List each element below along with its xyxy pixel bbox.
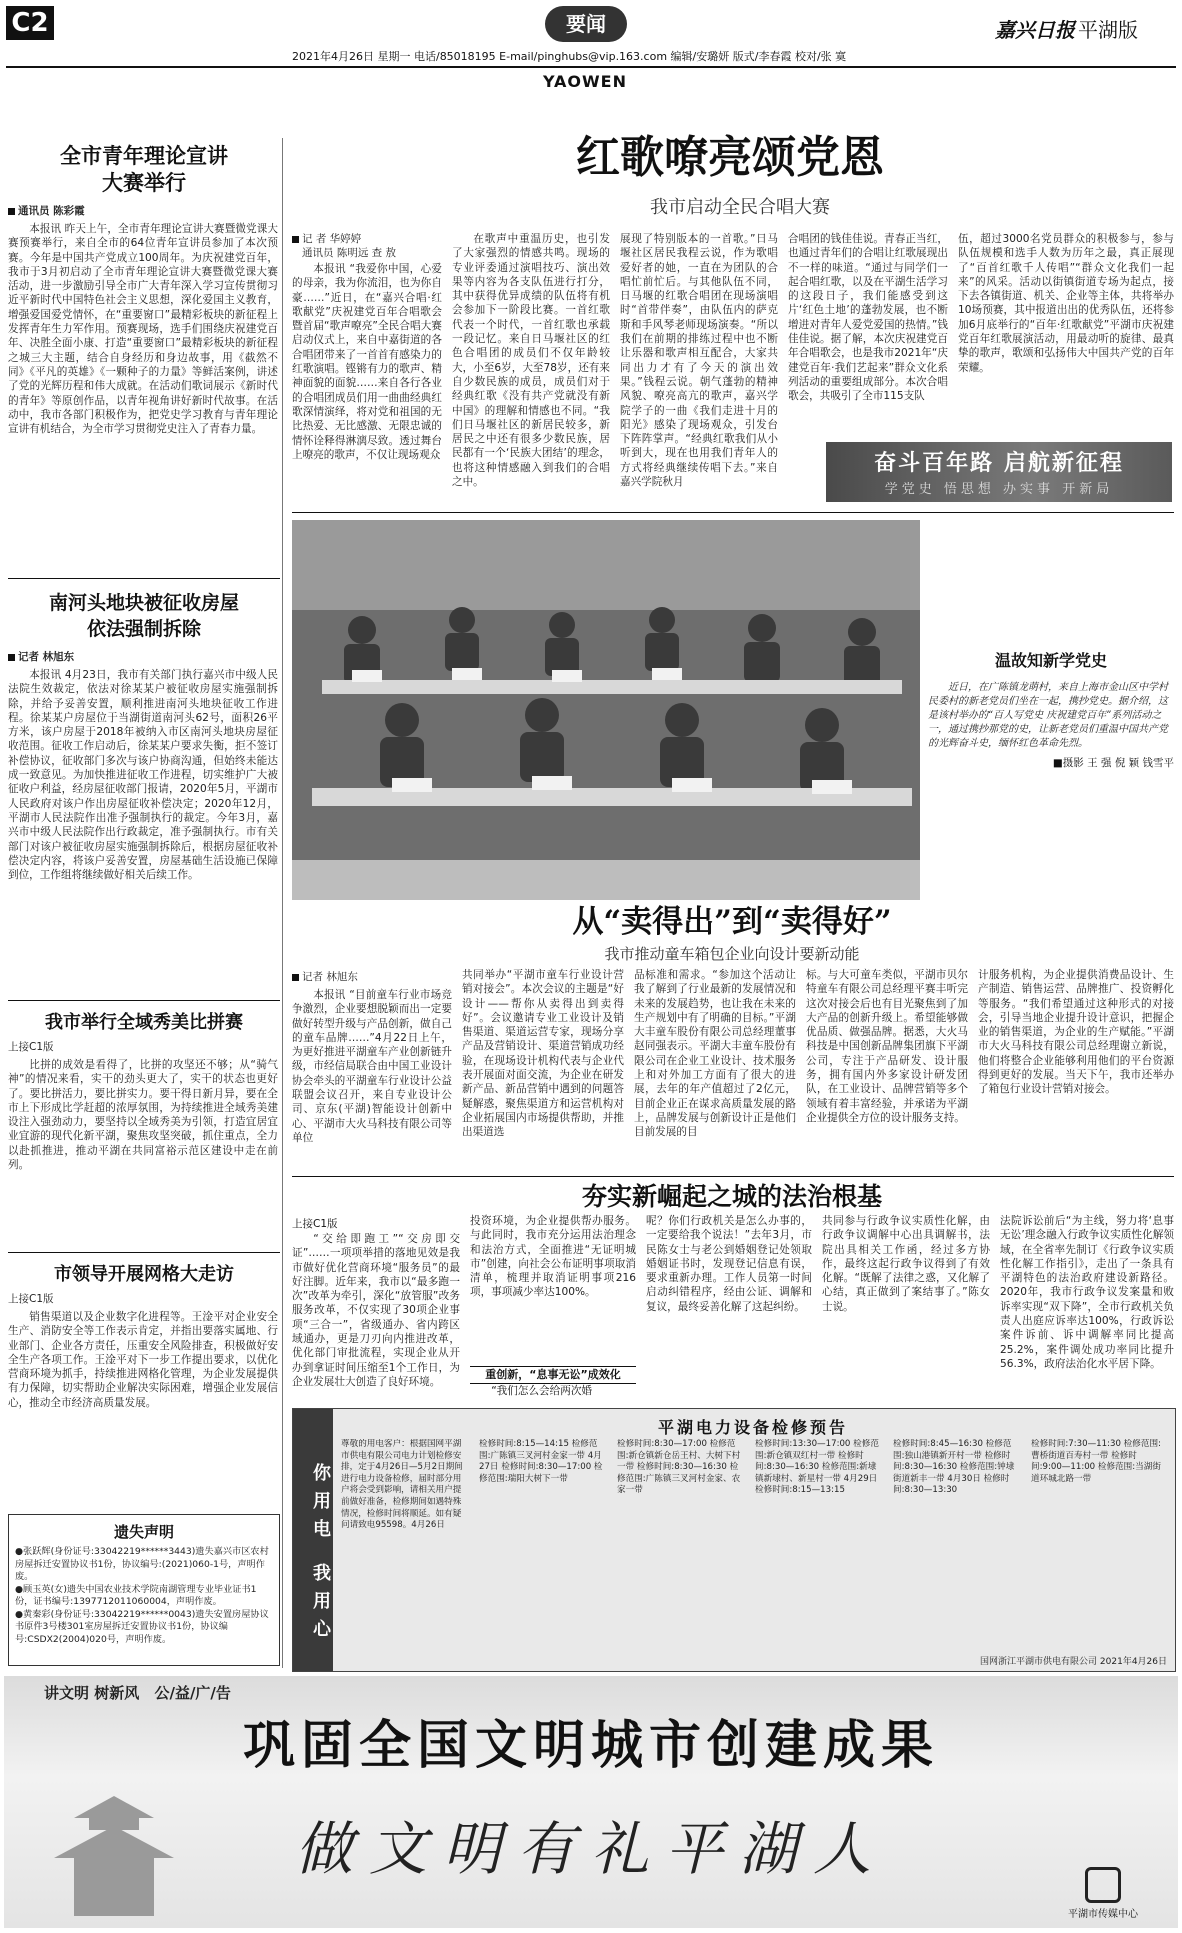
main-story-col-3: 展现了特别版本的一首歌。”日马堰社区居民我程云说，作为歌唱爱好者的她，一直在为团队的合唱忙前忙后。与其他队伍不同，日马堰的红歌合唱团在现场演唱时“首带伴奏”，由队伍内的萨克斯和手风琴老师现场演奏。“所以我们在前期的排练过程中也不断让乐器和歌声相互配合，大家共同出力才有了今天的演出效果。”钱程云说。朝气蓬勃的精神风貌、嘹亮高亢的歌声，嘉兴学院学子的一曲《我们走进十月的阳光》感染了现场观众，引发台下阵阵掌声。“经典红歌我们从小听到大，现在也用我们青年人的方式将经典继续传唱下去。”来自嘉兴学院秋月: [620, 233, 778, 489]
power-notice-side-text: 你用电 我用心: [310, 1462, 331, 1648]
power-notice-col: 检修时间:8:45—16:30 检修范围:独山港镇新开村一带 检修时间:8:30—16:30 检修范围:钟埭街道新丰一带 4月30日 检修时间:8:30—13:30: [893, 1439, 1015, 1496]
ad-tag-bar: [44, 1682, 231, 1703]
left-rule-3: [8, 1252, 280, 1253]
story3-col-1: “交给即跑工”“交房即交证”……一项项举措的落地见效是我市做好优化营商环境“服务员”的最好注脚。近年来，我市以“最多跑一次”改革为牵引，深化“放管服”改务服务改革，不仅实现了30项企业事项“三合一”，省级通办、省内跨区域通办，更是刀刃向内推进改革，优化部门审批流程，实现企业从开办到拿证时间压缩至1个工作日，为企业发展壮大创造了良好环境。: [292, 1233, 460, 1388]
paper-logo-text: 嘉兴日报: [995, 18, 1075, 42]
main-story-byline-line1: 记 者 华婷婷: [302, 233, 362, 245]
photo-credit: ■摄影 王 强 倪 颖 钱雪平: [1052, 757, 1174, 769]
ad-logo-text: 平湖市传媒中心: [1068, 1909, 1138, 1920]
section-chip-text: 要闻: [566, 12, 606, 36]
story2-col-3: 品标准和需求。“参加这个活动让我了解到了行业最新的发展情况和未来的发展趋势，也让我在未来的生产规划中有了明确的目标。”平湖大丰童车股份有限公司总经理董事赵同强表示。平湖大丰童车股份有限公司在企业工业设计、技术服务上和对外加工方面有了很大的进展，去年的年产值超过了2亿元，目前企业正在谋求高质量发展的路上，品牌发展与创新设计正是他们目前发展的目: [634, 969, 796, 1139]
banner-title: 奋斗百年路 启航新征程: [874, 450, 1124, 476]
article-grid-body: 销售渠道以及企业数字化进程等。王淦平对企业安全生产、消防安全等工作表示肯定，并指出要落实属地、行业部门、企业各方责任，压重安全风险排查，积极做好安全生产各项工作。王淦平对下一步工作提出要求，以优化营商环境为抓手，持续推进网格化管理，为企业发展提供有力保障，切实帮助企业解决实际困难，增强企业发展信心，推动全市经济高质量发展。: [8, 1311, 278, 1409]
story2-subtitle: 我市推动童车箱包企业向设计要新动能: [604, 945, 860, 963]
lost-notice-item: ●张跃辉(身份证号:33042219******3443)遗失嘉兴市区农村房屋拆迁安置协议书1份，协议编号:(2021)060-1号，声明作废。: [15, 1546, 269, 1582]
lost-notice-list: [15, 1546, 273, 1646]
main-story-col-2: 在歌声中重温历史，也引发了大家强烈的情感共鸣。现场的专业评委通过演唱技巧、演出效果等内容为各支队伍进行打分，其中获得优异成绩的队伍将有机会参加下一阶段比赛。一首红歌代表一个时代，一首红歌也承载一段记忆。来自日马堰社区的红色合唱团的成员们不仅年龄较大，小至6岁，大至78岁，还有来自少数民族的成员，成员们对于经典红歌《没有共产党就没有新中国》的理解和情感也不同。“我们日马堰社区的新居民较多，新居民之中还有很多少数民族，居民都有一个‘民族大团结’的理念，也将这种情感融入到我们的合唱之中。: [452, 233, 610, 489]
power-notice-side-label: [293, 1409, 333, 1671]
power-notice-col: 尊敬的用电客户：根据国网平湖市供电有限公司电力计划检修安排，定于4月26日—5月2日期间进行电力设备检修，届时部分用户将会受到影响，请相关用户提前做好准备，检修期间如遇特殊情况，检修时间将顺延。如有疑问请致电95598。4月26日: [341, 1439, 463, 1531]
lost-notice-title: 遗失声明: [113, 1523, 174, 1541]
story3-callout-text: “我们怎么会给两次婚: [491, 1385, 593, 1397]
ad-logo: [1048, 1867, 1158, 1920]
story3-col-4: 共同参与行政争议实质性化解，由行政争议调解中心出具调解书，法院出具相关工作函，经过多方协作，最终这起行政争议得到了有效化解。“既解了法律之惑，又化解了心结，真正做到了案结事了。”陈女士说。: [822, 1215, 990, 1313]
main-story-col-5: 伍，超过3000名党员群众的积极参与，参与队伍规模和选手人数为历年之最，真正展现了“百首红歌千人传唱”“群众文化我们一起来”的风采。活动以街镇街道专场为起点，接下去各镇街道、机关、企业等主体，共将举办10场预赛，其中报道出出的优秀队伍，还将参加6月底举行的“百年·红歌献党”平湖市庆祝建党百年红歌展演活动，用最动听的旋律、最真挚的歌声，歌颂和弘扬伟大中国共产党的百年荣耀。: [958, 233, 1174, 374]
power-notice-col: 检修时间:7:30—11:30 检修范围:曹桥街道百寿村一带 检修时间:9:00—11:00 检修范围:当湖街道环城北路一带: [1031, 1439, 1161, 1484]
party-history-photo: [292, 520, 920, 900]
main-story-rule: [292, 512, 1174, 513]
story3-col-2: 投资环境，为企业提供帮办服务。与此同时，我市充分运用法治理念和法治方式，全面推进“无证明城市”创建，向社会公布证明事项取消清单，梳理并取消证明事项216项，事项减少率达100%。: [470, 1215, 636, 1299]
ad-slogan: 做文明有礼平湖人: [294, 1815, 887, 1883]
power-notice-title: 平湖电力设备检修预告: [657, 1418, 848, 1437]
story3-byline: 上接C1版: [292, 1218, 338, 1230]
media-center-logo-icon: [1085, 1867, 1121, 1903]
left-rule-2: [8, 1000, 280, 1001]
dateline: 2021年4月26日 星期一 电话/85018195 E-mail/pinghubs@vip.163.com 编辑/安璐妍 版式/李春霞 校对/张 寞: [292, 50, 847, 63]
lost-notice-box: [8, 1514, 280, 1666]
left-rule-1: [8, 578, 280, 579]
section-en: YAOWEN: [542, 72, 627, 91]
main-story-col-1: 本报讯 “我爱你中国，心爱的母亲，我为你流泪，也为你自豪……”近日，在“嘉兴合唱·红歌献党”庆祝建党百年合唱歌会暨首届“歌声嘹亮”全民合唱大赛启动仪式上，来自中嘉街道的各合唱团带来了一首首有感染力的红歌演唱。铿锵有力的歌声、精神面貌的面貌……来自各行各业的合唱团成员们用一曲曲经典红歌深情演绎，将对党和祖国的无比热爱、无比感激、无限忠诚的情怀诠释得淋漓尽致。透过舞台上嘹亮的歌声，不仅让现场观众: [292, 263, 442, 461]
story3-callout-heading: 重创新，“息事无讼”成效化: [470, 1366, 636, 1384]
article-contest-body: 比拼的成效是看得了，比拼的攻坚还不够；从“骑气神”的情况来看，实干的劲头更大了，实干的状态也更好了。要比拼活力，要比拼实力。要干得日新月异，要在全市上下形成比学赶超的浓厚氛围，为持续推进全域秀美建设注入强劲动力，要坚持以全域秀美为引领，打造宜居宜业宜游的现代化新平湖，聚焦攻坚突破，抓住重点，全力以赴抓推进，推动平湖在共同富裕示范区建设中走在前列。: [8, 1059, 278, 1172]
main-story-title: 红歌嘹亮颂党恩: [576, 132, 884, 183]
article-contest-title: 我市举行全域秀美比拼赛: [45, 1012, 243, 1033]
photo-caption-text: 近日，在广陈镇龙萌村，来自上海市金山区中学村民委村的新老党员们坐在一起，携抄党史。据介绍，这是该村举办的“百人写党史 庆祝建党百年”系列活动之一，通过携抄那党的史，让新老党员们重温中国共产党的光辉奋斗史，缅怀红色革命先烈。: [928, 682, 1168, 749]
story2-byline-text: 记者 林旭东: [302, 971, 358, 983]
ad-tags-text: 讲文明 树新风: [44, 1684, 140, 1702]
article-grid-title: 市领导开展网格大走访: [54, 1264, 234, 1285]
article-youth-title: [8, 142, 280, 196]
story2-title: 从“卖得出”到“卖得好”: [572, 904, 892, 940]
left-column-divider: [282, 138, 283, 1668]
story2-col-1: 本报讯 “目前童车行业市场竞争激烈，企业要想脱颖而出一定要做好转型升级与产品创新，做自己的童车品牌……”4月22日上午，为更好推进平湖童车产业创新链升级，市经信局联合由中国工业设计协会牵头的平湖童车行业设计公益联盟会议召开，来自专业设计公司、京东(平湖)智能设计创新中心、平湖市大火马科技有限公司等单位: [292, 989, 452, 1144]
article-demolition-title: [8, 590, 280, 642]
page-code-text: C2: [11, 8, 49, 38]
edition-text: 平湖版: [1078, 18, 1138, 42]
story3-callout: [470, 1366, 636, 1398]
ad-headline: 巩固全国文明城市创建成果: [242, 1715, 939, 1776]
section-chip: [545, 6, 627, 42]
edition-label: [1078, 14, 1138, 43]
power-notice-footer: 国网浙江平湖市供电有限公司 2021年4月26日: [980, 1657, 1167, 1667]
article-demolition-title-line1: 南河头地块被征收房屋: [48, 592, 239, 614]
lost-notice-item: ●顾玉英(女)遗失中国农业技术学院南湖管理专业毕业证书1份，证书编号:1397712011060004，声明作废。: [15, 1583, 257, 1607]
article-youth-title-line1: 全市青年理论宣讲: [60, 143, 228, 168]
story3-col-5: 法院诉讼前后“为主线，努力将‘息事无讼’理念融入行政争议实质性化解领域，在全省率先制订《行政争议实质性化解工作指引》，走出了一条具有平湖特色的法治政府建设新路径。2020年，我市行政争议发案量和败诉率实现“双下降”，全市行政机关负责人出庭应诉率达100%，行政诉讼案件诉前、诉中调解率同比提高25.2%，案件调处成功率同比提升56.3%，政府法治化水平居下降。: [1000, 1215, 1174, 1370]
story2-byline: [292, 970, 442, 984]
article-youth-byline-text: 通讯员 陈彩霞: [18, 205, 85, 217]
article-contest-byline: 上接C1版: [8, 1041, 54, 1053]
article-youth-title-line2: 大赛举行: [102, 170, 186, 195]
story2-rule: [292, 1176, 1174, 1177]
story3-title: 夯实新崛起之城的法治根基: [581, 1182, 882, 1211]
story2-col-5: 计服务机构，为企业提供消费品设计、生产制造、销售运营、品牌推广、投资孵化等服务。“我们希望通过这种形式的对接会，引导当地企业提升设计意识，把握企业的销售渠道，为企业的生产赋能。”平湖市大火马科技有限公司总经理谢立新说，他们将整合企业能够利用他们的平台资源得到更好的发展。当天下午，我市还举办了箱包行业设计营销对接会。: [978, 969, 1174, 1096]
power-notice-grid: [341, 1439, 1169, 1651]
classroom-photo-illustration: [292, 520, 920, 900]
story2-col-4: 标。与大可童车类似，平湖市贝尔特童车有限公司总经理平赛丰听完这次对接会后也有目光聚焦到了加大产品的创新升级上。希望能够做优品质、做强品牌。据悉，大火马科技是中国创新品牌集团旗下平湖公司，专注于产品研发、设计服务，拥有国内外多家设计研发团队，在工业设计、品牌营销等多个领域有着丰富经验，并承诺为平湖企业提供全方位的设计服务支持。: [806, 969, 968, 1124]
banner-subtitle: 学党史 悟思想 办实事 开新局: [884, 482, 1114, 497]
power-notice-col: 检修时间:8:30—17:00 检修范围:新仓镇新仓岳王村、大树下村一带 检修时间:8:30—16:30 检修范围:广陈镇三叉河村金家、农家一带: [617, 1439, 741, 1496]
power-notice: [292, 1408, 1176, 1672]
header-rule: [6, 66, 1176, 68]
main-story-col-4: 合唱团的钱佳佳说。青春正当红，也通过青年们的合唱让红歌展现出不一样的味道。“通过与同学们一起合唱红歌，以及在平湖生活学习的这段日子，我们能感受到这片‘红色土地’的蓬勃发展，也不断增进对青年人爱党爱国的热情。”钱佳佳说。据了解，本次庆祝建党百年合唱歌会，也是我市2021年“庆建党百年·我们艺起来”群众文化系列活动的重要组成部分。本次合唱歌会，共吸引了全市115支队: [788, 233, 948, 403]
photo-caption-title: 温故知新学党史: [994, 651, 1107, 670]
ad-tags2-text: 公/益/广/告: [154, 1684, 231, 1702]
public-service-ad: [4, 1676, 1178, 1928]
lost-notice-item: ●黄秦彩(身份证号:33042219******0043)遗失安置房屋协议书原件3号楼301室房屋拆迁安置协议书1份，协议编号:CSDX2(2004)020号，声明作废。: [15, 1608, 269, 1645]
article-youth-byline: [8, 204, 280, 218]
page-code: [6, 6, 54, 40]
main-story-subtitle: 我市启动全民合唱大赛: [650, 197, 830, 218]
story2-col-2: 共同举办“平湖市童车行业设计营销对接会”。本次会议的主题是“好设计——帮你从卖得出到卖得好”。会议邀请专业工业设计及销售渠道、渠道运营专家，现场分享产品及营销设计、渠道营销成功经验，在现场设计机构代表与企业代表开展面对面交流，为企业在研发新产品、新品营销中遇到的问题答疑解惑，聚焦渠道方和运营机构对企业拓展国内市场提供帮助，并推出渠道选: [462, 969, 624, 1139]
power-notice-col: 检修时间:8:15—14:15 检修范围:广陈镇三叉河村金家一带 4月27日 检修时间:8:30—17:00 检修范围:瑞阳大树下一带: [479, 1439, 603, 1484]
article-demolition-title-line2: 依法强制拆除: [86, 618, 201, 640]
story3-col-3: 呢？你们行政机关是怎么办事的，一定要给我个说法！”去年3月，市民陈女士与老公到婚姻登记处领取婚姻证书时，发现登记信息有误，要求重新办理。工作人员第一时间启动纠错程序，经由公证、调解和复议，最终妥善化解了这起纠纷。: [646, 1215, 812, 1313]
power-notice-col: 检修时间:13:30—17:00 检修范围:新仓镇双红村一带 检修时间:8:30—16:30 检修范围:新埭镇新埭村、新星村一带 4月29日 检修时间:8:15—13:15: [755, 1439, 879, 1496]
photo-caption: [928, 648, 1174, 770]
article-demolition-byline-text: 记者 林旭东: [18, 651, 75, 663]
article-demolition-byline: [8, 650, 280, 664]
article-grid-byline: 上接C1版: [8, 1293, 54, 1305]
article-youth-body: 本报讯 昨天上午，全市青年理论宣讲大赛暨微党课大赛预赛举行，来自全市的64位青年宣讲员参加了本次预赛。今年是中国共产党成立100周年。为庆祝建党百年，我市于3月初启动了全市青年理论宣讲大赛暨微党课大赛活动，进一步激励引导全市广大青年深入学习宣传贯彻习近平新时代中国特色社会主义思想，深化爱国主义教育，增强爱国爱党情怀，在“重要窗口”最精彩板块的新征程上发挥青年生力军作用。预赛现场，选手们围绕庆祝建党百年、决胜全面小康、打造“重要窗口”最精彩板块的新征程之城三大主题，结合自身经历和身边故事，用《截然不同》《平凡的英雄》《一颗种子的力量》等鲜活案例，讲述了党的光辉历程和伟大成就。在活动们歌词展示《新时代的青年》等原创作品，以青年视角讲好新时代故事。在活动中，我市各部门积极作为，把党史学习教育与青年理论宣讲有机结合，为全市学习贯彻党史注入了青春力量。: [8, 223, 278, 436]
paper-logo: [995, 14, 1075, 43]
article-demolition-body: 本报讯 4月23日，我市有关部门执行嘉兴市中级人民法院生效裁定，依法对徐某某户被征收房屋实施强制拆除，并给予妥善安置，顺利推进南河头地块征收工作进程。徐某某户房屋位于当湖街道南河头62号，面积26平方米，该户房屋于2018年被纳入市区南河头地块房屋征收范围。征收工作启动后，徐某某户要求失衡，拒不签订补偿协议，征收部门多次与该户协商沟通，但始终未能达成一致意见。为加快推进征收工作进程，切实维护广大被征收户利益，经房屋征收部门报请，2020年5月，平湖市人民政府对该户作出房屋征收补偿决定；2020年12月，平湖市人民法院作出准予强制执行的裁定。今年3月，嘉兴市中级人民法院作出行政裁定，准予强制执行。市有关部门对该户被征收房屋实施强制拆除后，根据房屋征收补偿决定内容，将该户妥善安置，房屋基础生活设施已保障到位，工作组将继续做好相关后续工作。: [8, 669, 278, 882]
main-story-byline: [292, 232, 412, 260]
party-history-banner: [826, 442, 1172, 502]
main-story-byline-line2: 通讯员 陈明远 查 敖: [302, 247, 397, 259]
